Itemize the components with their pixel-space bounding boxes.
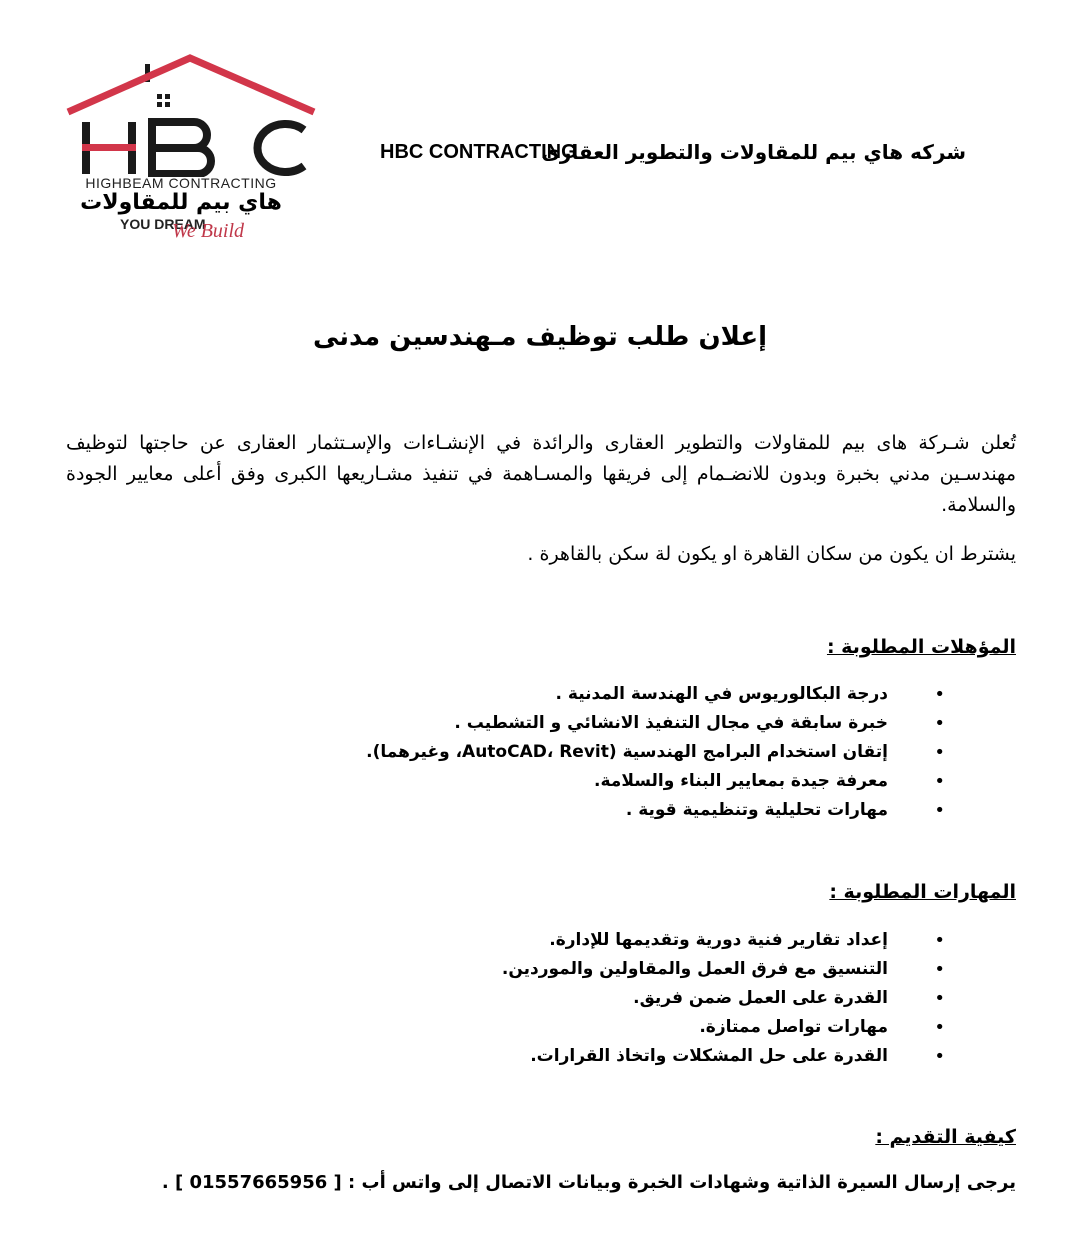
list-item: • إتقان استخدام البرامج الهندسية (AutoCAD، Revit، وغيرهما). [366, 742, 945, 763]
list-item: • خبرة سابقة في مجال التنفيذ الانشائي و التشطيب . [454, 713, 945, 734]
qualifications-list [366, 680, 945, 825]
list-item: • القدرة على العمل ضمن فريق. [633, 988, 945, 1009]
qualifications-heading: المؤهلات المطلوبة : [826, 636, 1016, 658]
company-name-english: HBC CONTRACTING [380, 141, 577, 163]
company-logo [62, 52, 322, 252]
apply-instructions: يرجى إرسال السيرة الذاتية وشهادات الخبرة وبيانات الاتصال إلى واتس أب : [ 01557665956 ] . [161, 1172, 1016, 1193]
list-item: • مهارات تحليلية وتنظيمية قوية . [625, 800, 945, 821]
logo-tagline-script: We Build [172, 220, 245, 242]
list-item: • إعداد تقارير فنية دورية وتقديمها للإدارة. [549, 930, 945, 951]
skills-list [501, 926, 945, 1071]
apply-heading: كيفية التقديم : [875, 1126, 1016, 1148]
residence-condition: يشترط ان يكون من سكان القاهرة او يكون لة سكن بالقاهرة . [527, 543, 1016, 565]
logo-tagline-prefix: YOU DREAM [120, 216, 206, 232]
list-item: • التنسيق مع فرق العمل والمقاولين والموردين. [501, 959, 945, 980]
list-item: • درجة البكالوريوس في الهندسة المدنية . [555, 684, 945, 705]
intro-paragraph: تُعلن شـركة هاى بيم للمقاولات والتطوير العقارى والرائدة في الإنشـاءات والإسـتثمار العقارى عن حاجتها لتوظيف مهندسـين مدني بخبرة وبدون للانضـمام إلى فريقها والمسـاهمة في تنفيذ مشـاريعها الكبرى وفق أعلى معايير الجودة والسلامة. [66, 432, 1016, 516]
list-item: • مهارات تواصل ممتازة. [699, 1017, 945, 1038]
company-name-arabic: شركه هاي بيم للمقاولات والتطوير العقارى [541, 140, 966, 164]
page-title: إعلان طلب توظيف مـهندسين مدنى [312, 322, 768, 352]
logo-english-name: HIGHBEAM CONTRACTING [85, 175, 277, 191]
logo-arabic-name: هاي بيم للمقاولات [80, 190, 282, 215]
skills-heading: المهارات المطلوبة : [829, 881, 1016, 903]
house-roof-icon [62, 52, 322, 177]
list-item: • معرفة جيدة بمعايير البناء والسلامة. [594, 771, 945, 792]
list-item: • القدرة على حل المشكلات واتخاذ القرارات. [530, 1046, 945, 1067]
